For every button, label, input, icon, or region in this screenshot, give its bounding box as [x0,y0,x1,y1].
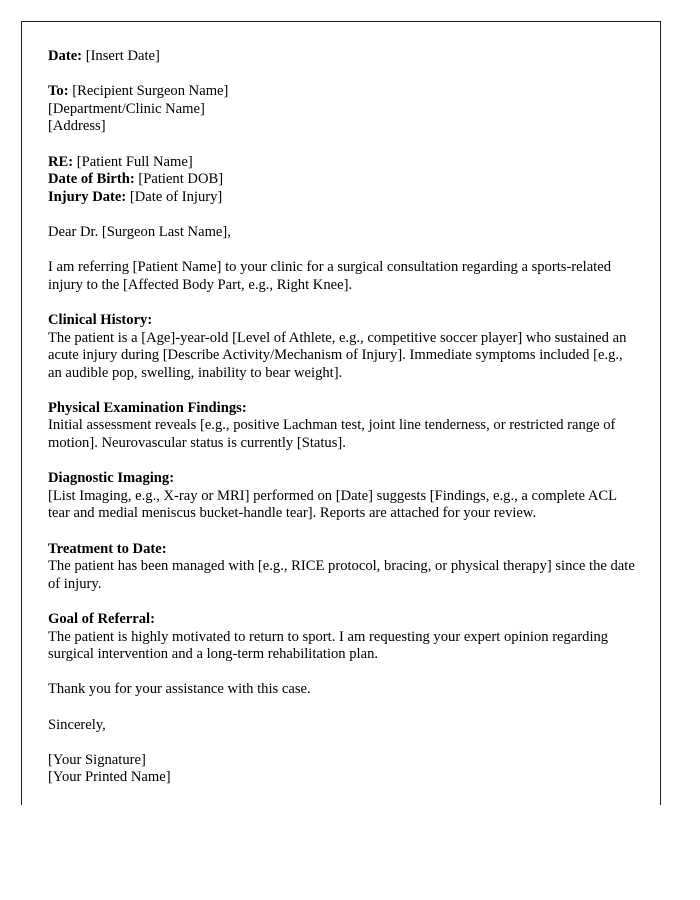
re-line [48,154,640,172]
section-heading-goal-of-referral: Goal of Referral: [48,611,155,627]
date-label: Date: [48,48,83,64]
section-body-physical-examination-findings: Initial assessment reveals [e.g., positive Lachman test, joint line tenderness, or restricted range of motion]. Neurovascular status is currently [Status]. [48,417,616,452]
section-heading-diagnostic-imaging: Diagnostic Imaging: [48,470,175,487]
spacer [48,206,640,224]
signoff-line: Sincerely, [48,716,106,733]
spacer [48,453,640,471]
injury-date-line [48,189,640,207]
thanks-line: Thank you for your assistance with this case. [48,681,311,698]
section-heading-physical-examination-findings: Physical Examination Findings: [48,399,247,416]
spacer [48,294,640,312]
date-line [48,48,640,66]
recipient-department-line: [Department/Clinic Name] [48,100,205,117]
document-page [21,21,661,805]
injury-date-value: [Date of Injury] [129,188,223,205]
spacer [48,136,640,154]
section-body-goal-of-referral: The patient is highly motivated to return to sport. I am requesting your expert opinion regarding surgical intervention and a long-term rehabilitation plan. [48,628,609,663]
intro-paragraph: I am referring [Patient Name] to your clinic for a surgical consultation regarding a sports-related injury to the [Affected Body Part, e.g., Right Knee]. [48,259,612,293]
spacer [48,382,640,400]
signature-placeholder-line: [Your Signature] [48,751,146,768]
recipient-line [48,83,640,101]
spacer [48,664,640,682]
re-value: [Patient Full Name] [76,153,193,170]
date-of-birth-line [48,171,640,189]
section-body-treatment-to-date: The patient has been managed with [e.g., RICE protocol, bracing, or physical therapy] since the date of injury. [48,558,635,592]
spacer [48,66,640,84]
date-of-birth-label: Date of Birth: [48,171,135,188]
letter-body [48,48,640,787]
to-value: [Recipient Surgeon Name] [72,83,229,100]
printed-name-placeholder-line: [Your Printed Name] [48,769,171,786]
section-heading-clinical-history: Clinical History: [48,311,153,328]
spacer [48,593,640,611]
spacer [48,523,640,541]
section-body-clinical-history: The patient is a [Age]-year-old [Level of Athlete, e.g., competitive soccer player] who sustained an acute injury during [Describe Activity/Mechanism of Injury]. Immediate symptoms included [e.g., an audible pop, swelling, inability to bear weight]. [48,329,627,381]
date-of-birth-value: [Patient DOB] [138,171,224,188]
injury-date-label: Injury Date: [48,188,127,205]
salutation: Dear Dr. [Surgeon Last Name], [48,223,231,240]
section-body-diagnostic-imaging: [List Imaging, e.g., X-ray or MRI] performed on [Date] suggests [Findings, e.g., a complete ACL tear and medial meniscus bucket-handle tear]. Reports are attached for your review. [48,487,617,522]
spacer [48,734,640,752]
to-label: To: [48,83,69,100]
recipient-address-line: [Address] [48,118,106,135]
spacer [48,242,640,260]
re-label: RE: [48,153,74,170]
date-value: [Insert Date] [85,48,160,64]
section-heading-treatment-to-date: Treatment to Date: [48,540,167,557]
spacer [48,699,640,717]
